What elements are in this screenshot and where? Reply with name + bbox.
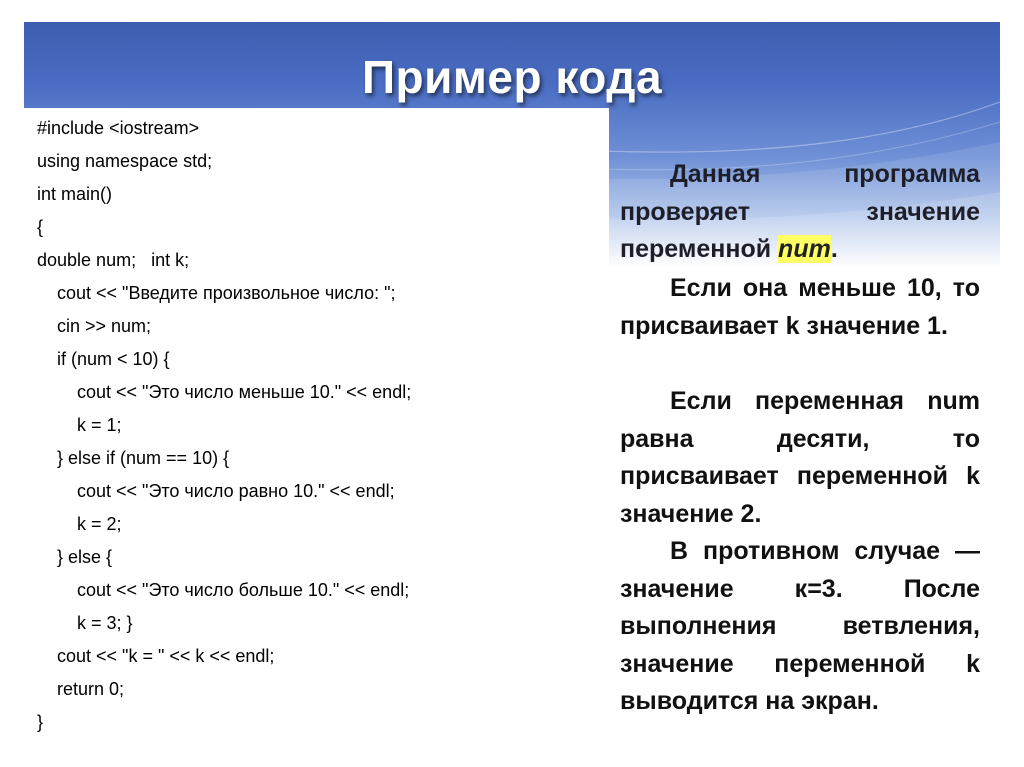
code-line: cout << "Это число меньше 10." << endl;	[77, 382, 412, 402]
slide-title: Пример кода	[361, 51, 663, 103]
code-line: k = 2;	[77, 514, 122, 534]
description-intro-text: Данная программа проверяет значение переменной	[620, 160, 980, 264]
code-line: cout << "Это число больше 10." << endl;	[77, 580, 410, 600]
description-intro-end: .	[830, 235, 838, 264]
code-line: #include <iostream>	[37, 118, 200, 138]
code-line: cin >> num;	[57, 316, 152, 336]
code-line: }	[37, 712, 44, 732]
description-paragraph-1: Если она меньше 10, то присваивает k значение 1.	[620, 274, 980, 340]
highlighted-variable: num	[778, 235, 831, 264]
code-line: cout << "k = " << k << endl;	[57, 646, 275, 666]
description-paragraph-3: В противном случае — значение к=3. После выполнения ветвления, значение переменной k выводится на экран.	[620, 537, 980, 716]
description-intro	[620, 156, 980, 269]
code-line: cout << "Введите произвольное число: ";	[57, 283, 396, 303]
code-line: double num; int k;	[37, 250, 190, 270]
code-line: cout << "Это число равно 10." << endl;	[77, 481, 395, 501]
code-line: {	[37, 217, 44, 237]
code-line: k = 3; }	[77, 613, 133, 633]
code-block	[24, 108, 609, 760]
code-line: k = 1;	[77, 415, 122, 435]
code-line: } else if (num == 10) {	[57, 448, 230, 468]
code-line: using namespace std;	[37, 151, 213, 171]
code-line: return 0;	[57, 679, 125, 699]
code-line: } else {	[57, 547, 113, 567]
description-paragraph-2: Если переменная num равна десяти, то присваивает переменной k значение 2.	[620, 387, 980, 528]
code-line: int main()	[37, 184, 113, 204]
code-line: if (num < 10) {	[57, 349, 170, 369]
